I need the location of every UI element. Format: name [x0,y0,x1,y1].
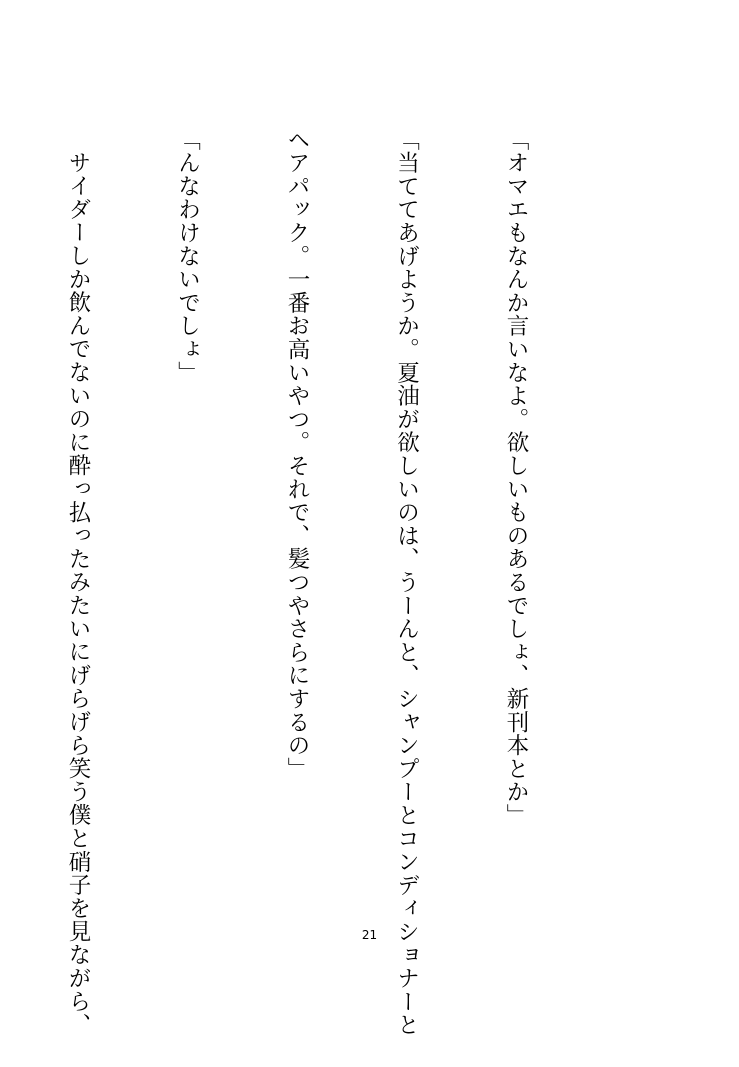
text-line: ヘアパック。一番お高いやつ。それで、髪つやさらにするの」 [284,128,310,781]
text-line: 「当ててあげようか。夏油が欲しいのは、うーんと、シャンプーとコンディショナーと [393,128,420,1037]
page-number: 21 [361,928,378,942]
text-line: サイダーしか飲んでないのに酔っ払ったみたいにげらげら笑う僕と硝子を見ながら、 [65,150,91,1036]
text-line: 「んなわけないでしょ」 [174,128,201,385]
text-line: 「オマエもなんか言いなよ。欲しいものあるでしょ、新刊本とか」 [503,128,529,827]
